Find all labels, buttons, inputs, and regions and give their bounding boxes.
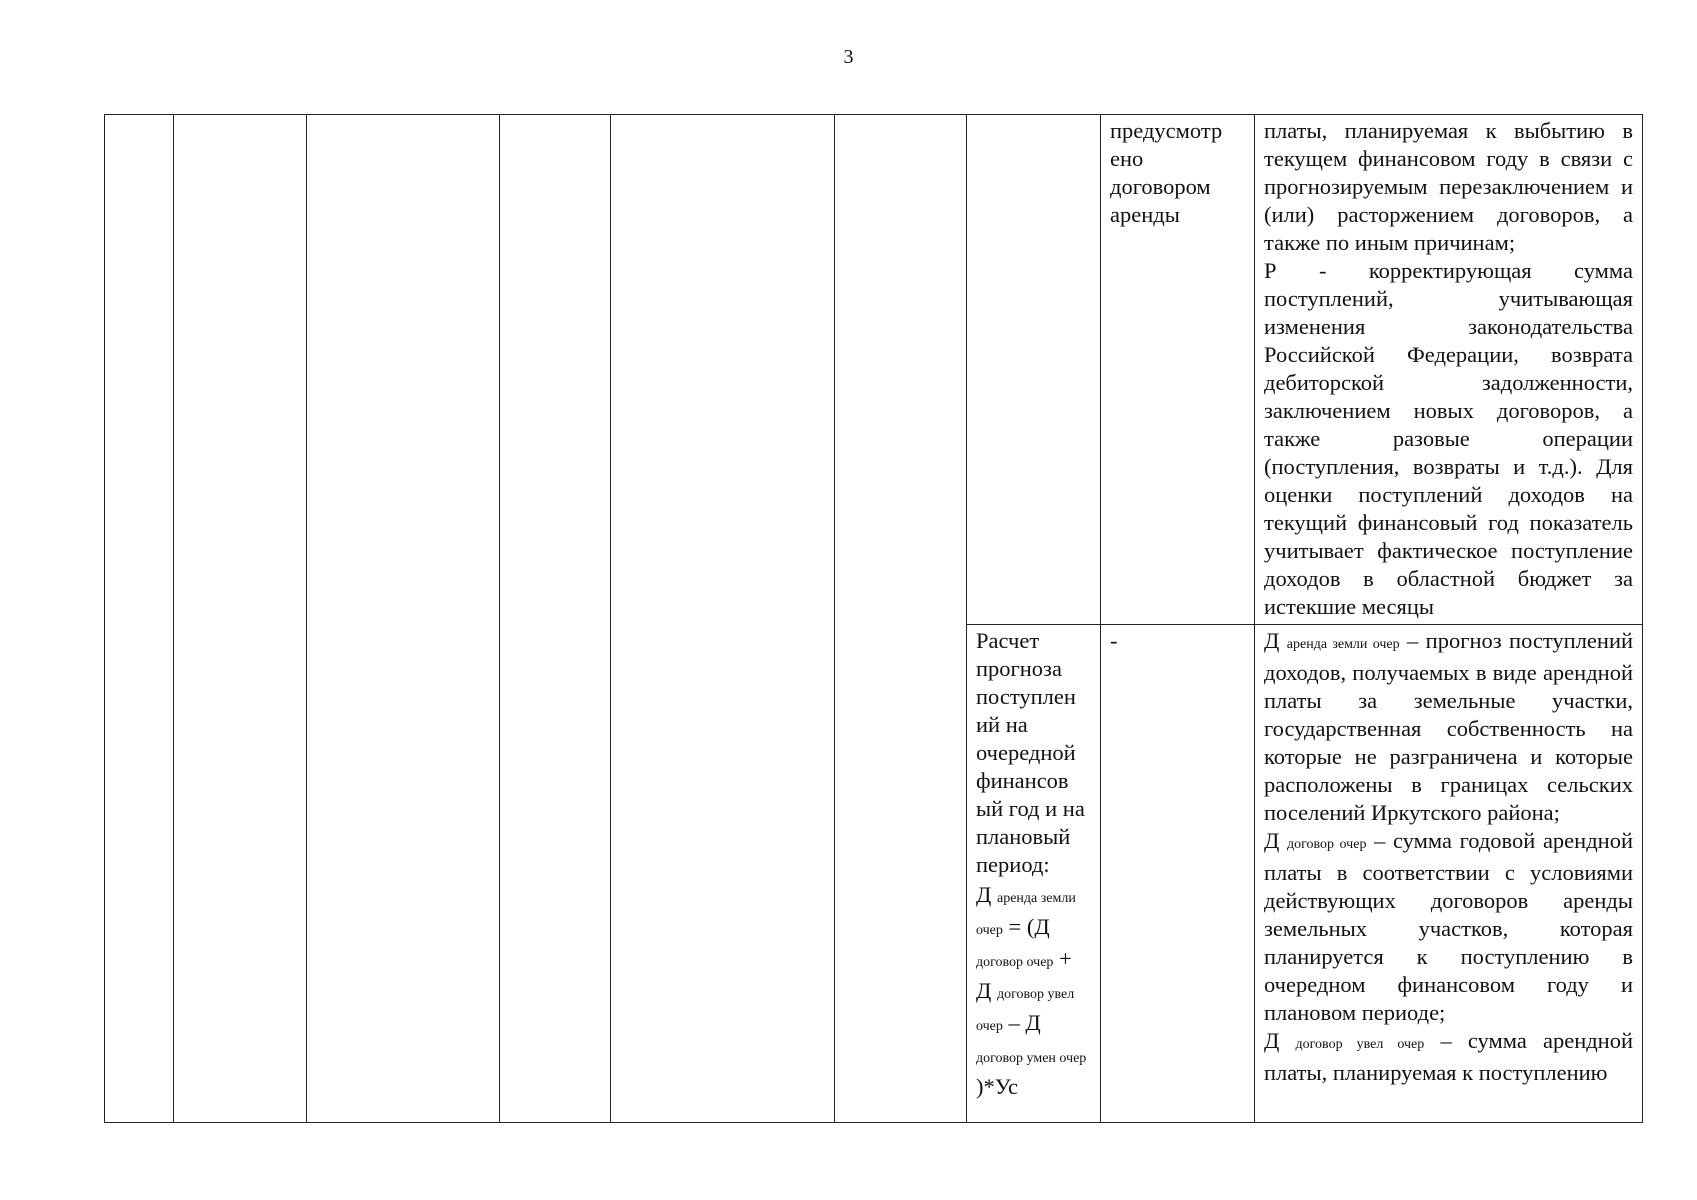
variable-definition: – сумма годовой арендной платы в соответствии с условиями действующих договоров аренды земельных участков, которая планируется к поступлению в очередном финансовом году и плановом периоде;: [1264, 828, 1633, 1025]
document-table: [104, 114, 1643, 1123]
description-paragraph: [1264, 1027, 1633, 1087]
basis-cell: [1101, 625, 1255, 1123]
description-paragraph: Р - корректирующая сумма поступлений, учитывающая изменения законодательства Российской Федерации, возврата дебиторской задолженности, заключением новых договоров, а также разовые операции (поступления, возвраты и т.д.). Для оценки поступлений доходов на текущий финансовый год показатель учитывает фактическое поступление доходов в областной бюджет за истекшие месяцы: [1264, 258, 1633, 619]
empty-cell: [500, 115, 611, 1123]
empty-cell: [174, 115, 307, 1123]
formula-subscript: аренда земли очер: [976, 891, 1076, 938]
formula-subscript: договор умен очер: [976, 1051, 1087, 1066]
description-paragraph: [1264, 827, 1633, 1027]
formula-subscript: договор увел очер: [976, 987, 1075, 1034]
formula-part: )*Ус: [976, 1074, 1018, 1099]
formula-part: + Д: [976, 946, 1072, 1003]
formula-subscript: договор очер: [976, 955, 1054, 970]
empty-cell: [611, 115, 835, 1123]
variable-subscript: договор очер: [1287, 837, 1367, 852]
variable-symbol: Д: [1264, 628, 1280, 653]
page-number: 3: [843, 46, 854, 68]
empty-cell: [307, 115, 500, 1123]
description-paragraph: платы, планируемая к выбытию в текущем финансовом году в связи с прогнозируемым перезаключением и (или) расторжением договоров, а также по иным причинам;: [1264, 118, 1633, 255]
basis-text: предусмотр ено договором аренды: [1110, 118, 1223, 227]
variable-symbol: Д: [1264, 1028, 1280, 1053]
basis-text: -: [1110, 628, 1118, 653]
variable-subscript: договор увел очер: [1295, 1037, 1425, 1052]
description-cell: [1255, 625, 1643, 1123]
formula-part: =: [1008, 914, 1022, 939]
formula-part: Д: [976, 882, 992, 907]
description-cell: [1255, 115, 1643, 625]
method-text: Расчет прогноза поступлен ий на очередной финансов ый год и на плановый период:: [976, 628, 1085, 877]
basis-cell: [1101, 115, 1255, 625]
variable-symbol: Д: [1264, 828, 1280, 853]
formula: [967, 879, 1100, 1101]
table-row: [105, 115, 1643, 625]
empty-cell: [967, 115, 1101, 625]
method-cell: [967, 625, 1101, 1123]
variable-definition: – прогноз поступлений доходов, получаемых в виде арендной платы за земельные участки, государственная собственность на которые не разграничена и которые расположены в границах сельских поселений Иркутского района;: [1264, 628, 1634, 825]
formula-part: – Д: [1008, 1010, 1041, 1035]
empty-cell: [105, 115, 174, 1123]
description-text: [1255, 115, 1642, 621]
description-text: [1255, 625, 1642, 1087]
description-paragraph: [1264, 627, 1633, 827]
variable-subscript: аренда земли очер: [1286, 637, 1400, 652]
formula-part: (Д: [1026, 914, 1050, 939]
variable-definition: – сумма арендной платы, планируемая к поступлению: [1264, 1028, 1634, 1085]
empty-cell: [835, 115, 967, 1123]
